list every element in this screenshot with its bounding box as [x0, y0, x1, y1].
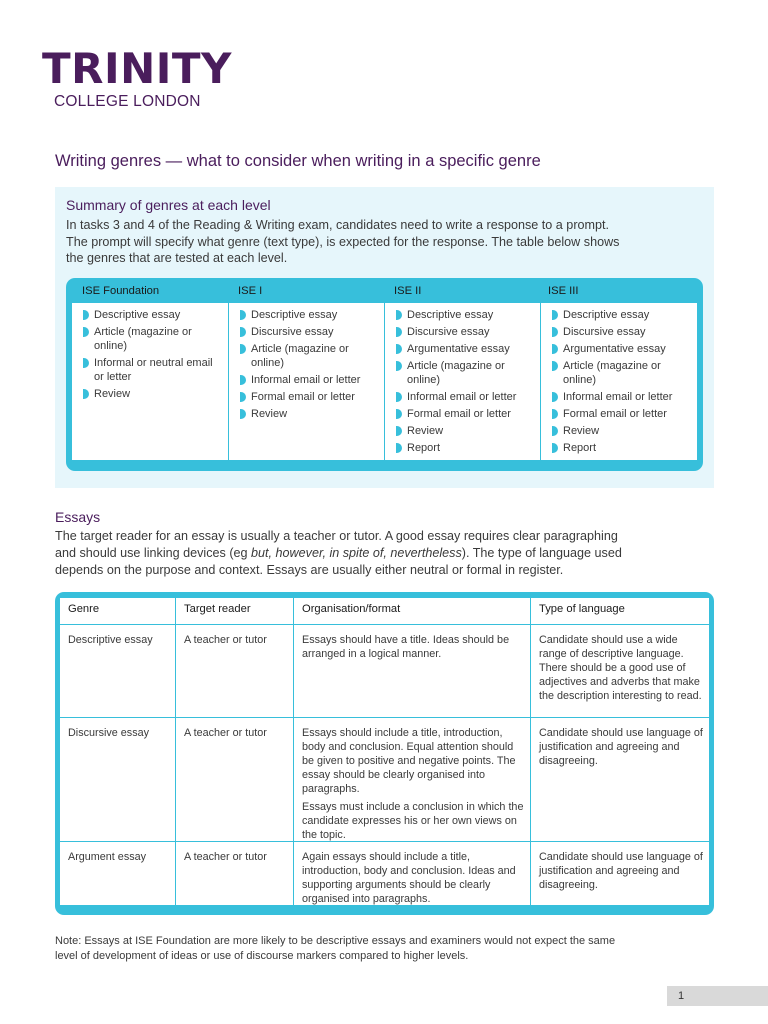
genre-item: Article (magazine or online) [552, 359, 693, 387]
organisation-text: Again essays should include a title, introduction, body and conclusion. Ideas and supporting arguments should be clearly organised into paragraphs. [302, 851, 516, 905]
essay-cell-organisation [294, 717, 530, 841]
essay-cell-genre: Descriptive essay [60, 624, 175, 717]
essay-table-body [60, 598, 709, 905]
levels-table [66, 278, 703, 471]
essay-cell-language: Candidate should use language of justification and agreeing and disagreeing. [531, 717, 709, 841]
essay-header-language: Type of language [539, 603, 625, 615]
essay-genres-table [55, 592, 714, 915]
essay-header-genre: Genre [68, 603, 100, 615]
footnote-line: level of development of ideas or use of discourse markers compared to higher levels. [55, 950, 469, 962]
essay-cell-organisation [294, 841, 530, 905]
essay-cell-genre: Argument essay [60, 841, 175, 905]
logo-subtitle: COLLEGE LONDON [54, 93, 201, 110]
summary-line: In tasks 3 and 4 of the Reading & Writing exam, candidates need to write a response to a prompt. [66, 218, 610, 232]
summary-text [66, 217, 706, 267]
genre-item: Discursive essay [552, 325, 693, 339]
genre-item: Review [396, 424, 536, 438]
genre-item: Descriptive essay [552, 308, 693, 322]
genre-item: Article (magazine or online) [83, 325, 224, 353]
genre-item: Review [240, 407, 380, 421]
summary-line: the genres that are tested at each level. [66, 251, 288, 265]
level-column-ise-ii [384, 303, 540, 460]
essays-intro-text: and should use linking devices (eg [55, 546, 252, 560]
essay-header-target-reader: Target reader [184, 603, 251, 615]
essays-heading: Essays [55, 509, 101, 525]
genre-item: Discursive essay [396, 325, 536, 339]
genre-item: Argumentative essay [396, 342, 536, 356]
genre-item: Informal email or letter [240, 373, 380, 387]
genre-item: Descriptive essay [240, 308, 380, 322]
essay-cell-organisation [294, 624, 530, 717]
genre-item: Formal email or letter [240, 390, 380, 404]
levels-table-body [72, 303, 697, 460]
level-header-ise-ii: ISE II [394, 285, 422, 297]
genre-item: Discursive essay [240, 325, 380, 339]
essays-intro-text: ). The type of language used [461, 546, 622, 560]
essay-cell-reader: A teacher or tutor [176, 841, 293, 905]
essay-header-organisation: Organisation/format [302, 603, 401, 615]
organisation-text: Essays must include a conclusion in which the candidate expresses his or her own views on the topic. [302, 801, 524, 841]
essays-intro-line: The target reader for an essay is usually a teacher or tutor. A good essay requires clear paragraphing [55, 529, 618, 543]
genre-item: Report [396, 441, 536, 455]
organisation-text: Essays should have a title. Ideas should be arranged in a logical manner. [302, 634, 510, 660]
essay-column-organisation [293, 598, 530, 905]
level-column-ise-foundation [72, 303, 228, 460]
genre-item: Informal email or letter [396, 390, 536, 404]
logo-wordmark: TRINITY [42, 44, 232, 93]
essay-cell-genre: Discursive essay [60, 717, 175, 841]
essay-column-target-reader [175, 598, 293, 905]
level-column-ise-i [228, 303, 384, 460]
genre-item: Informal email or letter [552, 390, 693, 404]
essays-intro [55, 528, 725, 579]
genre-item: Formal email or letter [552, 407, 693, 421]
essay-cell-language: Candidate should use a wide range of descriptive language. There should be a good use of adjectives and adverbs that make the description interesting to read. [531, 624, 709, 717]
essay-column-genre [60, 598, 175, 905]
genre-item: Formal email or letter [396, 407, 536, 421]
summary-heading: Summary of genres at each level [66, 197, 271, 213]
genre-item: Review [83, 387, 224, 401]
genre-item: Descriptive essay [83, 308, 224, 322]
levels-table-header [66, 278, 703, 304]
level-header-ise-foundation: ISE Foundation [82, 285, 160, 297]
genre-item: Report [552, 441, 693, 455]
essay-cell-reader: A teacher or tutor [176, 624, 293, 717]
essay-cell-reader: A teacher or tutor [176, 717, 293, 841]
page-title: Writing genres — what to consider when writing in a specific genre [55, 152, 541, 170]
level-header-ise-iii: ISE III [548, 285, 579, 297]
genre-item: Argumentative essay [552, 342, 693, 356]
page-number-tab [667, 986, 768, 1006]
genre-item: Informal or neutral email or letter [83, 356, 224, 384]
summary-line: The prompt will specify what genre (text type), is expected for the response. The table below shows [66, 234, 620, 249]
genre-item: Article (magazine or online) [396, 359, 536, 387]
essays-intro-line [55, 545, 725, 562]
genre-item: Descriptive essay [396, 308, 536, 322]
trinity-logo [42, 44, 232, 111]
essay-column-language [530, 598, 709, 905]
level-column-ise-iii [540, 303, 697, 460]
footnote-line: Note: Essays at ISE Foundation are more likely to be descriptive essays and examiners would not expect the same [55, 935, 616, 947]
level-header-ise-i: ISE I [238, 285, 263, 297]
summary-panel [55, 187, 714, 488]
footnote [55, 934, 745, 964]
linking-devices-examples: but, however, in spite of, nevertheless [251, 546, 462, 560]
essays-intro-line: depends on the purpose and context. Essays are usually either neutral or formal in register. [55, 563, 564, 577]
organisation-text: Essays should include a title, introduction, body and conclusion. Equal attention should be given to positive and negative points. The essay should be clearly organised into paragraphs. [302, 727, 516, 795]
genre-item: Review [552, 424, 693, 438]
essay-cell-language: Candidate should use language of justification and agreeing and disagreeing. [531, 841, 709, 905]
genre-item: Article (magazine or online) [240, 342, 380, 370]
page-number: 1 [678, 990, 685, 1002]
